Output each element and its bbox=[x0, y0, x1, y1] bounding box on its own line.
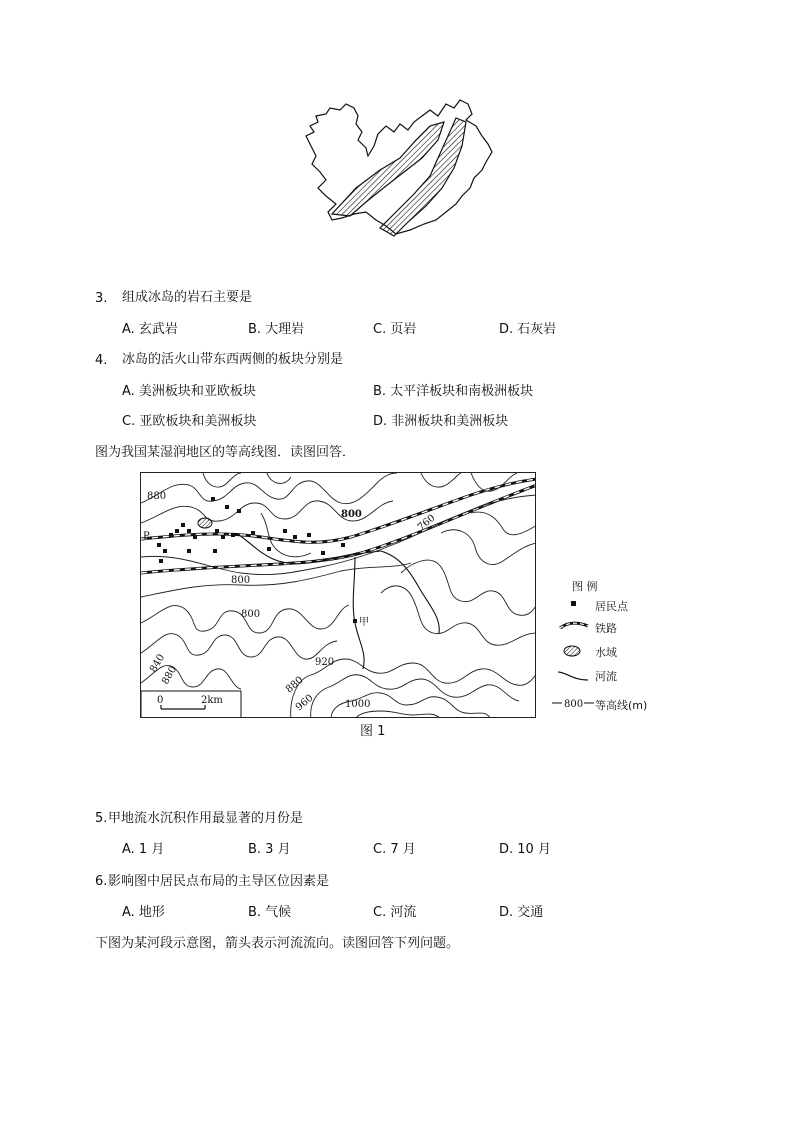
settlement-marker bbox=[159, 559, 163, 563]
question-5-option-d: D. 10 月 bbox=[499, 842, 551, 857]
settlement-marker bbox=[225, 505, 229, 509]
contour-label-880-south: 880 bbox=[283, 674, 306, 696]
question-5-option-b: B. 3 月 bbox=[248, 842, 291, 857]
question-4-stem: 冰岛的活火山带东西两侧的板块分别是 bbox=[122, 352, 344, 367]
settlement-marker bbox=[175, 529, 179, 533]
contour-map bbox=[140, 472, 536, 718]
contour-label-760: 760 bbox=[415, 512, 438, 534]
contour-label-800-north: 800 bbox=[341, 509, 362, 520]
settlement-marker bbox=[237, 509, 241, 513]
scale-distance-label: 2km bbox=[201, 695, 223, 706]
legend-contour-sample: 800 bbox=[564, 699, 584, 710]
question-6-stem: 影响图中居民点布局的主导区位因素是 bbox=[108, 874, 330, 889]
settlement-marker bbox=[193, 535, 197, 539]
settlement-marker bbox=[157, 543, 161, 547]
point-p-label: P bbox=[143, 531, 150, 542]
contour-line bbox=[311, 675, 519, 718]
river-intro: 下图为某河段示意图，箭头表示河流流向。读图回答下列问题。 bbox=[95, 936, 460, 951]
map-intro: 图为我国某湿润地区的等高线图．读图回答． bbox=[95, 445, 356, 460]
settlement-marker bbox=[213, 549, 217, 553]
contour-line bbox=[471, 512, 536, 535]
settlement-marker bbox=[211, 497, 215, 501]
settlement-marker bbox=[163, 549, 167, 553]
contour-label-840: 840 bbox=[148, 652, 168, 675]
settlement-legend-icon bbox=[571, 601, 576, 606]
settlement-marker bbox=[283, 529, 287, 533]
question-5-number: 5. bbox=[95, 811, 108, 826]
settlement-marker bbox=[187, 529, 191, 533]
river-legend-icon bbox=[556, 668, 590, 682]
river-line bbox=[353, 557, 364, 669]
settlement-marker bbox=[215, 529, 219, 533]
contour-map-drawing bbox=[141, 473, 536, 718]
settlement-marker bbox=[181, 523, 185, 527]
contour-legend-icon bbox=[552, 696, 594, 710]
question-3-number: 3. bbox=[95, 291, 108, 306]
contour-line bbox=[141, 563, 411, 597]
contour-label-920: 920 bbox=[315, 657, 335, 668]
legend-railway-label: 铁路 bbox=[595, 622, 617, 635]
settlement-marker bbox=[353, 619, 357, 623]
settlement-marker bbox=[231, 533, 235, 537]
railway-dash bbox=[141, 485, 536, 573]
question-3-option-d: D. 石灰岩 bbox=[499, 322, 557, 337]
settlement-marker bbox=[187, 549, 191, 553]
contour-label-800-valley: 800 bbox=[231, 575, 251, 586]
contour-line bbox=[267, 473, 291, 483]
question-4-option-d: D. 非洲板块和美洲板块 bbox=[373, 414, 509, 429]
question-4-option-c: C. 亚欧板块和美洲板块 bbox=[122, 414, 257, 429]
legend-water-label: 水域 bbox=[595, 646, 617, 659]
contour-line bbox=[141, 634, 337, 660]
settlement-marker bbox=[267, 547, 271, 551]
contour-line bbox=[441, 530, 536, 565]
question-4-number: 4. bbox=[95, 353, 108, 368]
contour-label-960: 960 bbox=[293, 692, 316, 714]
question-4-option-a: A. 美洲板块和亚欧板块 bbox=[122, 384, 256, 399]
question-3-stem: 组成冰岛的岩石主要是 bbox=[122, 290, 253, 305]
contour-label-800-south: 800 bbox=[241, 609, 261, 620]
question-3-option-a: A. 玄武岩 bbox=[122, 322, 178, 337]
question-3-option-b: B. 大理岩 bbox=[248, 322, 305, 337]
settlement-marker bbox=[169, 533, 173, 537]
legend-contour-label: 等高线(m) bbox=[595, 699, 648, 712]
question-4-option-b: B. 太平洋板块和南极洲板块 bbox=[373, 384, 534, 399]
scale-zero-label: 0 bbox=[157, 695, 164, 706]
legend-settlement-label: 居民点 bbox=[595, 600, 628, 613]
question-6-option-b: B. 气候 bbox=[248, 905, 292, 920]
contour-line bbox=[421, 473, 461, 487]
railway-legend-icon bbox=[558, 620, 590, 632]
point-jia-label: 甲 bbox=[359, 617, 369, 628]
settlement-marker bbox=[221, 535, 225, 539]
contour-label-880-sw: 880 bbox=[160, 664, 180, 687]
contour-line bbox=[203, 473, 241, 487]
question-6-option-c: C. 河流 bbox=[373, 905, 417, 920]
question-6-number: 6. bbox=[95, 874, 108, 889]
contour-line bbox=[381, 586, 536, 645]
contour-label-880-nw: 880 bbox=[147, 491, 167, 502]
contour-line bbox=[355, 711, 441, 718]
question-5-option-a: A. 1 月 bbox=[122, 842, 165, 857]
iceland-map bbox=[296, 96, 500, 240]
railway-line bbox=[141, 485, 536, 573]
legend-title: 图 例 bbox=[572, 580, 598, 593]
water-body bbox=[198, 518, 212, 528]
question-3-option-c: C. 页岩 bbox=[373, 322, 417, 337]
contour-label-1000: 1000 bbox=[345, 699, 371, 710]
settlement-marker bbox=[321, 551, 325, 555]
question-5-option-c: C. 7 月 bbox=[373, 842, 416, 857]
legend-river-label: 河流 bbox=[595, 670, 617, 683]
settlement-marker bbox=[307, 533, 311, 537]
scale-bar-box bbox=[141, 691, 241, 718]
figure-caption: 图 1 bbox=[360, 724, 386, 739]
water-legend-icon bbox=[560, 644, 584, 658]
railway-line bbox=[141, 479, 536, 542]
question-6-option-a: A. 地形 bbox=[122, 905, 165, 920]
river-line bbox=[239, 535, 381, 564]
contour-line bbox=[401, 560, 536, 615]
settlement-marker bbox=[251, 531, 255, 535]
settlement-marker bbox=[341, 543, 345, 547]
settlement-marker bbox=[293, 535, 297, 539]
question-6-option-d: D. 交通 bbox=[499, 905, 544, 920]
question-5-stem: 甲地流水沉积作用最显著的月份是 bbox=[108, 811, 304, 826]
